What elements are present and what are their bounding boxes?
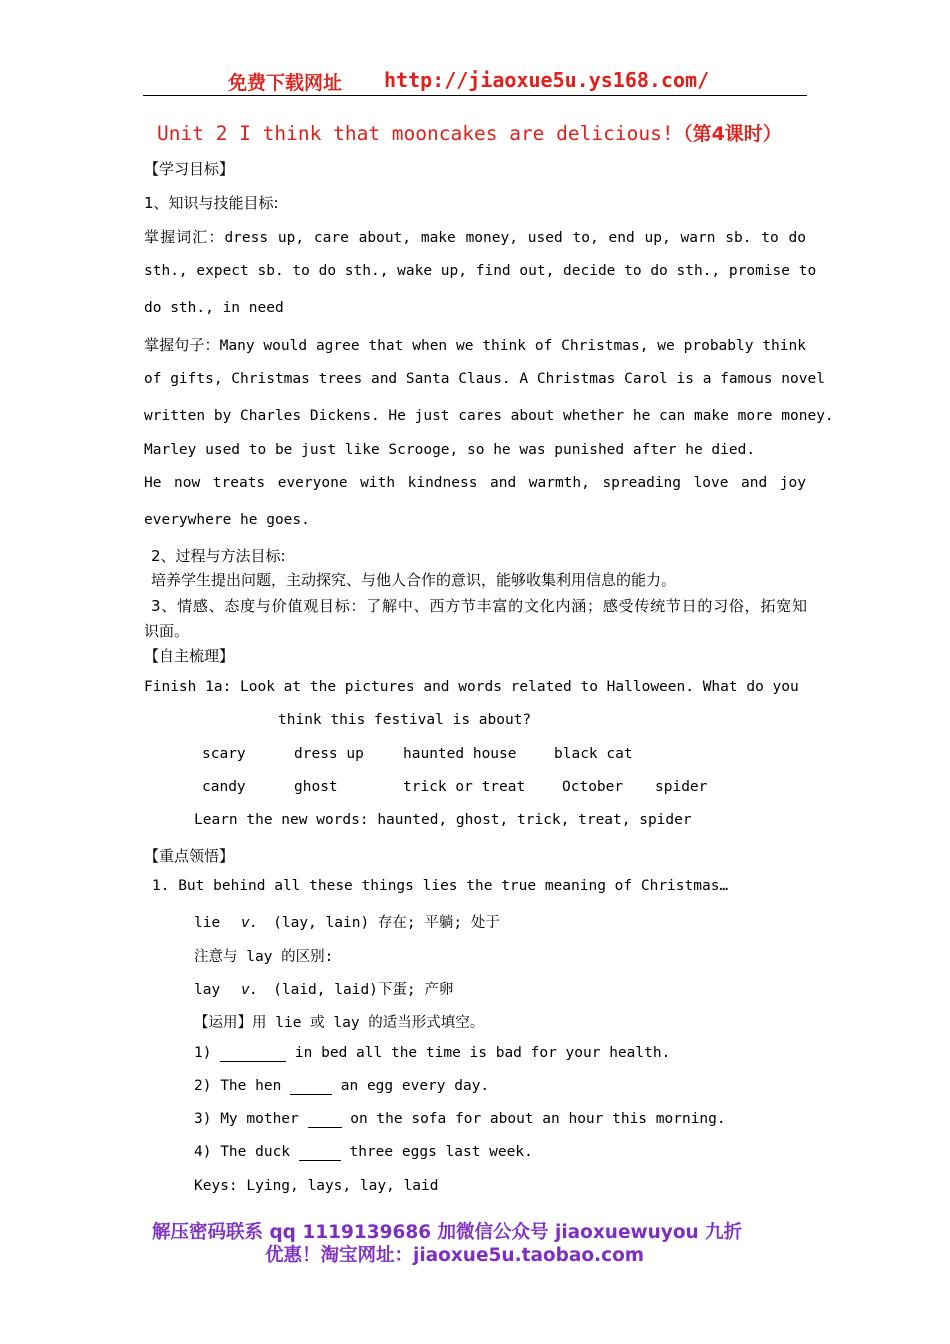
exercise-2-text: an egg every day. xyxy=(332,1078,490,1094)
lay-word: lay xyxy=(194,982,221,998)
page-title-lesson: （第4课时） xyxy=(673,123,782,145)
exercise-3-blank[interactable] xyxy=(308,1111,342,1128)
lie-definition xyxy=(194,911,500,932)
sentences-line3: written by Charles Dickens. He just cares about whether he can make more money. xyxy=(144,408,834,424)
page-title-en: Unit 2 I think that mooncakes are delicious! xyxy=(157,122,674,145)
header-divider xyxy=(143,95,807,96)
lie-forms: (lay, lain) 存在; 平躺; 处于 xyxy=(273,915,500,931)
footer-contact-line: 解压密码联系 qq 1119139686 加微信公众号 jiaoxuewuyou 九折 xyxy=(152,1222,743,1243)
lay-definition xyxy=(194,978,453,999)
goals-item2-text: 培养学生提出问题，主动探究、与他人合作的意识，能够收集利用信息的能力。 xyxy=(151,571,677,589)
exercise-1-prefix: 1) xyxy=(194,1045,221,1061)
exercise-1-blank[interactable] xyxy=(220,1045,286,1062)
sentences-line5: He now treats everyone with kindness and warmth, spreading love and joy xyxy=(144,475,806,491)
footer-taobao-line[interactable]: 优惠！淘宝网址：jiaoxue5u.taobao.com xyxy=(265,1245,645,1266)
exercise-instruction: 【运用】用 lie 或 lay 的适当形式填空。 xyxy=(194,1015,485,1031)
word-haunted-house: haunted house xyxy=(403,746,517,762)
lay-pos: v. xyxy=(240,982,259,998)
learn-new-words: Learn the new words: haunted, ghost, trick, treat, spider xyxy=(194,812,692,828)
word-dress-up: dress up xyxy=(294,746,364,762)
exercise-4-prefix: 4) The duck xyxy=(194,1144,299,1160)
word-october: October xyxy=(562,779,624,795)
word-candy: candy xyxy=(202,779,246,795)
vocab-label: 掌握词汇： xyxy=(144,228,225,246)
self-study-task-line2: think this festival is about? xyxy=(278,712,532,728)
self-study-task-line1: Finish 1a: Look at the pictures and words related to Halloween. What do you xyxy=(144,679,799,695)
exercise-2-prefix: 2) The hen xyxy=(194,1078,291,1094)
exercise-4 xyxy=(194,1144,533,1161)
sentences-line4: Marley used to be just like Scrooge, so he was punished after he died. xyxy=(144,442,756,458)
sentences-label: 掌握句子： xyxy=(144,336,220,354)
self-study-heading: 【自主梳理】 xyxy=(144,647,235,665)
word-scary: scary xyxy=(202,746,246,762)
key-point-1: 1. But behind all these things lies the true meaning of Christmas… xyxy=(152,878,729,894)
exercise-3 xyxy=(194,1111,726,1128)
key-points-heading: 【重点领悟】 xyxy=(144,847,235,865)
lie-word: lie xyxy=(194,915,221,931)
exercise-4-text: three eggs last week. xyxy=(340,1144,533,1160)
sentences-line6: everywhere he goes. xyxy=(144,512,310,528)
word-ghost: ghost xyxy=(294,779,338,795)
exercise-2 xyxy=(194,1078,489,1095)
goals-item2: 2、过程与方法目标: xyxy=(151,547,286,565)
exercise-1 xyxy=(194,1045,670,1062)
exercise-3-prefix: 3) My mother xyxy=(194,1111,308,1127)
word-trick-or-treat: trick or treat xyxy=(403,779,526,795)
exercise-2-blank[interactable] xyxy=(290,1078,332,1095)
vocab-text1: dress up, care about, make money, used to, end up, warn sb. to do xyxy=(224,230,806,246)
goals-item3-line2: 识面。 xyxy=(144,622,190,640)
exercise-3-text: on the sofa for about an hour this morning. xyxy=(341,1111,726,1127)
exercise-1-text: in bed all the time is bad for your health. xyxy=(286,1045,671,1061)
vocab-line2: sth., expect sb. to do sth., wake up, find out, decide to do sth., promise to xyxy=(144,263,817,279)
word-black-cat: black cat xyxy=(554,746,633,762)
vocab-line3: do sth., in need xyxy=(144,300,284,316)
sentences-line1 xyxy=(144,334,806,355)
exercise-keys: Keys: Lying, lays, lay, laid xyxy=(194,1178,439,1194)
sentences-line2: of gifts, Christmas trees and Santa Claus. A Christmas Carol is a famous novel xyxy=(144,371,825,387)
header-free-download-label: 免费下载网址 xyxy=(228,72,343,94)
exercise-4-blank[interactable] xyxy=(299,1144,341,1161)
sentences-text1: Many would agree that when we think of Christmas, we probably think xyxy=(219,338,806,354)
lie-pos: v. xyxy=(240,915,259,931)
header-url-link[interactable]: http://jiaoxue5u.ys168.com/ xyxy=(384,68,710,92)
vocab-line1 xyxy=(144,226,806,247)
note-difference: 注意与 lay 的区别: xyxy=(194,949,334,965)
goals-item3-line1: 3、情感、态度与价值观目标：了解中、西方节丰富的文化内涵；感受传统节日的习俗，拓宽知 xyxy=(151,597,807,615)
goals-heading: 【学习目标】 xyxy=(144,160,235,178)
lay-forms: (laid, laid)下蛋; 产卵 xyxy=(273,982,454,998)
word-spider: spider xyxy=(655,779,708,795)
goals-item1: 1、知识与技能目标: xyxy=(144,194,279,212)
page-title xyxy=(157,119,782,146)
